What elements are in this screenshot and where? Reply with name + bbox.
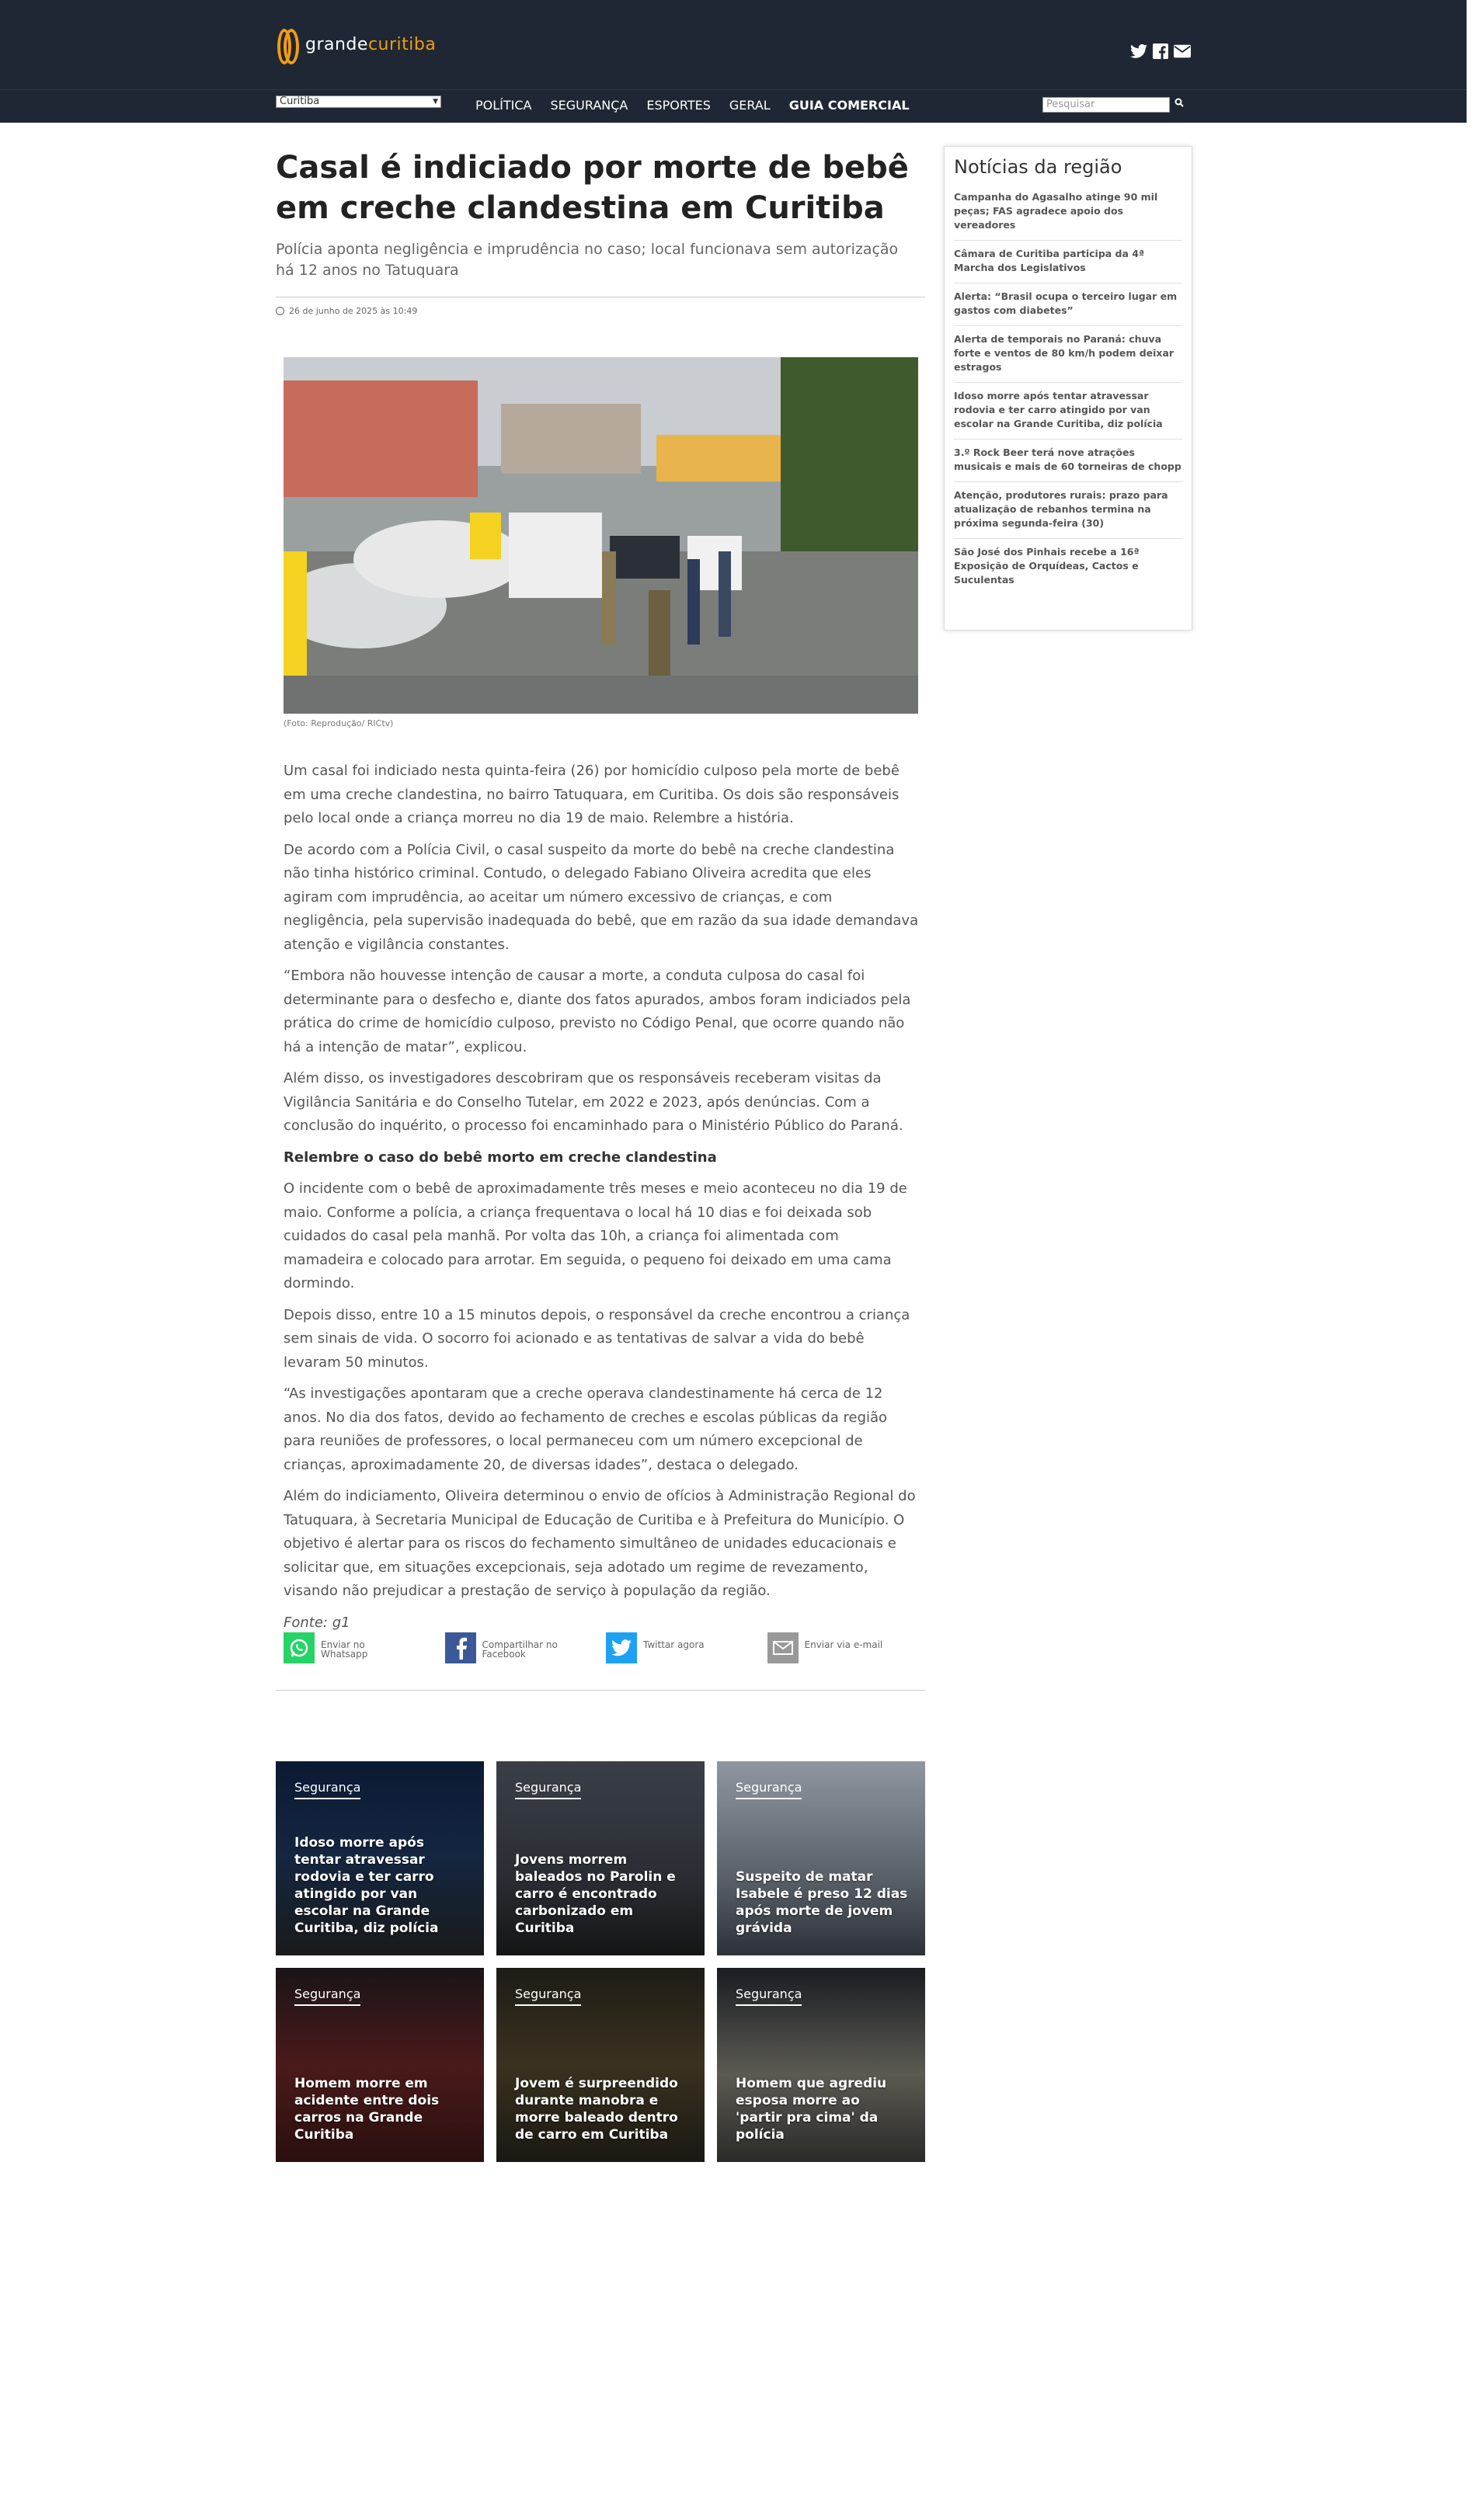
- card-title: Homem morre em acidente entre dois carros na Grande Curitiba: [294, 2076, 440, 2143]
- article-paragraph: O incidente com o bebê de aproximadamente três meses e meio aconteceu no dia 19 de maio. Conforme a polícia, a criança frequentava o local há 10 dias e foi deixada sob cuidados do casal pela manhã. Por volta das 10h, a criança foi alimentada com mamadeira e colocado para arrotar. Em seguida, o pequeno foi deixado em uma cama dormindo.: [284, 1180, 907, 1291]
- share-twitter-button[interactable]: [606, 1632, 767, 1663]
- sidebar-news-item[interactable]: Idoso morre após tentar atravessar rodovia e ter carro atingido por van escolar na Grande Curitiba, diz polícia: [954, 383, 1182, 440]
- article-source: Fonte: g1: [284, 1614, 350, 1631]
- card-title: Suspeito de matar Isabele é preso 12 dias após morte de jovem grávida: [736, 1869, 908, 1936]
- related-card[interactable]: [276, 1968, 484, 2162]
- dropdown-caret-icon: ▼: [433, 98, 438, 106]
- social-links: [1130, 43, 1191, 60]
- article-paragraph: Depois disso, entre 10 a 15 minutos depois, o responsável da creche encontrou a criança sem sinais de vida. O socorro foi acionado e as tentativas de salvar a vida do bebê levaram 50 minutos.: [284, 1306, 910, 1371]
- nav-item-esportes[interactable]: ESPORTES: [646, 98, 711, 113]
- clock-icon: [276, 307, 284, 315]
- card-category: Segurança: [294, 1780, 360, 1799]
- share-label: Compartilhar no Facebook: [482, 1639, 558, 1660]
- article-title: Casal é indiciado por morte de bebê em creche clandestina em Curitiba: [276, 150, 909, 226]
- sidebar-news-item[interactable]: Alerta de temporais no Paraná: chuva forte e ventos de 80 km/h podem deixar estragos: [954, 326, 1182, 383]
- article-paragraph: “As investigações apontaram que a creche operava clandestinamente há cerca de 12 anos. No dia dos fatos, devido ao fechamento de creches e escolas públicas da região para reuniões de professores, o local permaneceu com um número excepcional de crianças, aproximadamente 20, de diversas idades”, destaca o delegado.: [284, 1385, 888, 1473]
- share-email-button[interactable]: [767, 1632, 929, 1663]
- card-category: Segurança: [736, 1986, 802, 2006]
- card-title: Jovem é surpreendido durante manobra e morre baleado dentro de carro em Curitiba: [515, 2076, 678, 2143]
- share-whatsapp-button[interactable]: [284, 1632, 445, 1663]
- related-card[interactable]: [496, 1761, 705, 1955]
- nav-menu: [475, 98, 910, 113]
- article-subtitle: Polícia aponta negligência e imprudência no caso; local funcionava sem autorização há 12 anos no Tatuquara: [276, 241, 899, 279]
- related-news-grid: [276, 1761, 927, 2162]
- article-photo: [284, 357, 918, 714]
- sidebar-news-item[interactable]: Campanha do Agasalho atinge 90 mil peças; FAS agradece apoio dos vereadores: [954, 184, 1182, 241]
- regional-news-sidebar: [944, 146, 1192, 631]
- nav-item-geral[interactable]: GERAL: [729, 98, 771, 113]
- logo-icon: [276, 29, 301, 60]
- email-icon[interactable]: [1174, 43, 1191, 60]
- divider: [276, 1690, 925, 1691]
- nav-item-guia-comercial[interactable]: GUIA COMERCIAL: [788, 98, 910, 113]
- share-bar: [284, 1632, 928, 1663]
- share-label: Enviar via e-mail: [804, 1639, 883, 1650]
- article-paragraph: “Embora não houvesse intenção de causar a morte, a conduta culposa do casal foi determinante para o desfecho e, diante dos fatos apurados, ambos foram indiciados pela prática do crime de homicídio culposo, previsto no Código Penal, que ocorre quando não há a intenção de matar”, explicou.: [284, 968, 911, 1055]
- article-paragraph: Um casal foi indiciado nesta quinta-feira (26) por homicídio culposo pela morte de bebê em uma creche clandestina, no bairro Tatuquara, em Curitiba. Os dois são responsáveis pelo local onde a criança morreu no dia 19 de maio. Relembre a história.: [284, 763, 900, 826]
- nav-item-seguranca[interactable]: SEGURANÇA: [550, 98, 628, 113]
- email-icon: [767, 1632, 799, 1663]
- article-date-text: 26 de junho de 2025 às 10:49: [289, 306, 418, 316]
- main-nav: [0, 89, 1467, 123]
- search-icon[interactable]: [1171, 98, 1187, 113]
- twitter-icon[interactable]: [1130, 43, 1147, 60]
- photo-caption: (Foto: Reprodução/ RICtv): [284, 718, 394, 728]
- card-category: Segurança: [515, 1986, 581, 2006]
- sidebar-heading: Notícias da região: [954, 156, 1122, 178]
- logo-text: grandecuritiba: [305, 34, 437, 54]
- sidebar-news-item[interactable]: Atenção, produtores rurais: prazo para atualização de rebanhos termina na próxima segunda-feira (30): [954, 482, 1182, 539]
- facebook-icon: [445, 1632, 476, 1663]
- related-card[interactable]: [496, 1968, 705, 2162]
- article-paragraph: De acordo com a Polícia Civil, o casal suspeito da morte do bebê na creche clandestina não tinha histórico criminal. Contudo, o delegado Fabiano Oliveira acredita que eles agiram com imprudência, ao aceitar um número excessivo de crianças, e com negligência, pela supervisão inadequada do bebê, que em razão da sua idade demandava atenção e vigilância constantes.: [284, 841, 919, 953]
- whatsapp-icon: [284, 1632, 315, 1663]
- nav-item-politica[interactable]: POLÍTICA: [475, 98, 532, 113]
- share-label: Twittar agora: [643, 1639, 705, 1650]
- card-category: Segurança: [736, 1780, 802, 1799]
- search-input[interactable]: Pesquisar: [1042, 97, 1170, 113]
- site-logo[interactable]: [276, 27, 436, 61]
- facebook-icon[interactable]: [1152, 43, 1169, 60]
- related-card[interactable]: [717, 1761, 925, 1955]
- share-facebook-button[interactable]: [445, 1632, 607, 1663]
- article-paragraph: Além do indiciamento, Oliveira determinou o envio de ofícios à Administração Regional do Tatuquara, à Secretaria Municipal de Educação de Curitiba e à Prefeitura do Município. O objetivo é alertar para os riscos do fechamento simultâneo de unidades educacionais e solicitar que, em situações excepcionais, seja adotado um regime de revezamento, visando não prejudicar a prestação de serviço à população da região.: [284, 1488, 916, 1599]
- sidebar-news-item[interactable]: São José dos Pinhais recebe a 16ª Exposição de Orquídeas, Cactos e Suculentas: [954, 546, 1140, 586]
- card-category: Segurança: [515, 1780, 581, 1799]
- share-label: Enviar no Whatsapp: [321, 1639, 368, 1660]
- card-title: Jovens morrem baleados no Parolin e carro é encontrado carbonizado em Curitiba: [515, 1852, 676, 1936]
- article-body: [284, 759, 920, 1642]
- site-header: [0, 0, 1467, 89]
- article-subheading: Relembre o caso do bebê morto em creche clandestina: [284, 1149, 717, 1166]
- sidebar-news-item[interactable]: Alerta: “Brasil ocupa o terceiro lugar em gastos com diabetes”: [954, 283, 1182, 326]
- sidebar-news-item[interactable]: Câmara de Curitiba participa da 4ª Marcha dos Legislativos: [954, 241, 1182, 283]
- twitter-icon: [606, 1632, 637, 1663]
- related-card[interactable]: [276, 1761, 484, 1955]
- city-select[interactable]: Curitiba ▼: [276, 96, 441, 108]
- card-title: Idoso morre após tentar atravessar rodovia e ter carro atingido por van escolar na Grande Curitiba, diz polícia: [294, 1835, 439, 1936]
- sidebar-news-item[interactable]: 3.º Rock Beer terá nove atrações musicais e mais de 60 torneiras de chopp: [954, 440, 1182, 482]
- article-date: [276, 306, 417, 316]
- related-card[interactable]: [717, 1968, 925, 2162]
- card-title: Homem que agrediu esposa morre ao 'partir pra cima' da polícia: [736, 2076, 887, 2143]
- card-category: Segurança: [294, 1986, 360, 2006]
- article-paragraph: Além disso, os investigadores descobriram que os responsáveis receberam visitas da Vigilância Sanitária e do Conselho Tutelar, em 2022 e 2023, após denúncias. Com a conclusão do inquérito, o processo foi encaminhado para o Ministério Público do Paraná.: [284, 1070, 903, 1134]
